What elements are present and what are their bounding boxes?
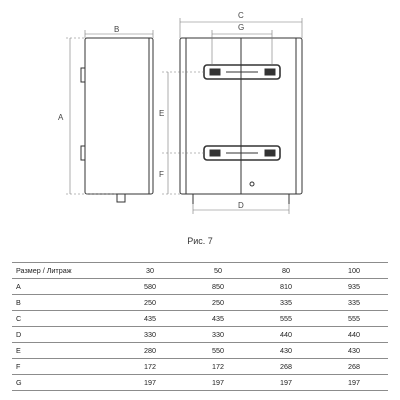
table-row <box>12 375 388 391</box>
table-cell: 550 <box>184 343 252 359</box>
table-cell: 440 <box>252 327 320 343</box>
table-header-cell: 30 <box>116 263 184 279</box>
table-header-cell: 80 <box>252 263 320 279</box>
table-cell: A <box>12 279 116 295</box>
table-row <box>12 295 388 311</box>
table-cell: F <box>12 359 116 375</box>
table-cell: 172 <box>116 359 184 375</box>
table-cell: B <box>12 295 116 311</box>
table-cell: 330 <box>116 327 184 343</box>
table-cell: 555 <box>252 311 320 327</box>
dim-label-d: D <box>238 201 244 210</box>
table-cell: 330 <box>184 327 252 343</box>
dim-label-f: F <box>159 170 164 179</box>
table-cell: 430 <box>252 343 320 359</box>
table-row <box>12 327 388 343</box>
table-cell: G <box>12 375 116 391</box>
dim-label-e: E <box>159 109 165 118</box>
table-cell: 268 <box>252 359 320 375</box>
table-cell: 850 <box>184 279 252 295</box>
table-row <box>12 359 388 375</box>
table-cell: 435 <box>116 311 184 327</box>
table-cell: 250 <box>116 295 184 311</box>
front-indicator <box>250 182 254 186</box>
dim-label-b: B <box>114 25 120 34</box>
table-row <box>12 279 388 295</box>
table-cell: 440 <box>320 327 388 343</box>
dim-label-g: G <box>238 23 245 32</box>
table-cell: 430 <box>320 343 388 359</box>
table-header-cell: 50 <box>184 263 252 279</box>
dim-label-c: C <box>238 11 244 20</box>
table-cell: 268 <box>320 359 388 375</box>
table-cell: 250 <box>184 295 252 311</box>
table-row <box>12 311 388 327</box>
table-cell: 197 <box>252 375 320 391</box>
table-cell: D <box>12 327 116 343</box>
side-bracket-top <box>81 68 85 82</box>
dim-label-a: A <box>58 113 64 122</box>
table-header-cell: Размер / Литраж <box>12 263 116 279</box>
table-row <box>12 343 388 359</box>
table-cell: 435 <box>184 311 252 327</box>
dimensions-table <box>12 262 388 391</box>
table-cell: 280 <box>116 343 184 359</box>
table-cell: 580 <box>116 279 184 295</box>
table-cell: 335 <box>320 295 388 311</box>
table-cell: 197 <box>116 375 184 391</box>
figure-caption: Рис. 7 <box>187 236 213 246</box>
table-cell: 935 <box>320 279 388 295</box>
side-view-body <box>85 38 153 194</box>
side-bracket-bottom <box>81 146 85 160</box>
table-cell: 810 <box>252 279 320 295</box>
table-cell: 335 <box>252 295 320 311</box>
table-header-row <box>12 263 388 279</box>
side-pipes <box>117 194 125 202</box>
table-cell: 197 <box>320 375 388 391</box>
table-cell: E <box>12 343 116 359</box>
table-cell: 555 <box>320 311 388 327</box>
table-cell: C <box>12 311 116 327</box>
table-cell: 172 <box>184 359 252 375</box>
table-cell: 197 <box>184 375 252 391</box>
table-header-cell: 100 <box>320 263 388 279</box>
